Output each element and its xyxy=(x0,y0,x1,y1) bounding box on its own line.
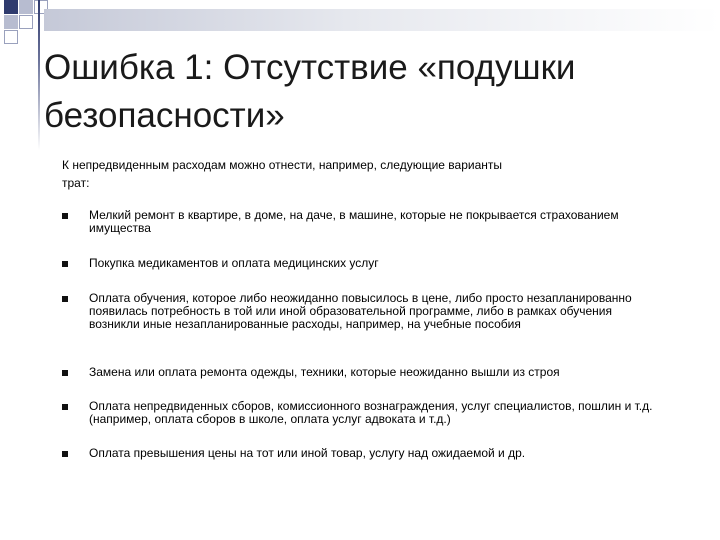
vertical-accent-line xyxy=(38,0,40,150)
slide-title: Ошибка 1: Отсутствие «подушки безопасности» xyxy=(44,48,576,135)
list-item-text: Покупка медикаментов и оплата медицинских услуг xyxy=(89,256,379,270)
list-item-text: Оплата непредвиденных сборов, комиссионного вознаграждения, услуг специалистов, пошлин и т.д. (например, оплата сборов в школе, оплата услуг адвоката и т.д.) xyxy=(89,399,653,426)
square-bullet-icon xyxy=(62,261,68,267)
decor-square xyxy=(4,15,18,29)
square-bullet-icon xyxy=(62,451,68,457)
square-bullet-icon xyxy=(62,213,68,219)
square-bullet-icon xyxy=(62,404,68,410)
list-item-text: Мелкий ремонт в квартире, в доме, на даче, в машине, которые не покрывается страхованием имущества xyxy=(89,208,619,235)
list-item-text: Замена или оплата ремонта одежды, техники, которые неожиданно вышли из строя xyxy=(89,365,560,379)
decor-square xyxy=(4,0,18,14)
decor-square xyxy=(19,0,33,14)
header-gradient-bar xyxy=(44,9,720,31)
decor-square xyxy=(4,30,18,44)
decor-square xyxy=(19,15,33,29)
list-item-text: Оплата превышения цены на тот или иной товар, услугу над ожидаемой и др. xyxy=(89,446,526,460)
square-bullet-icon xyxy=(62,296,68,302)
list-item-text: Оплата обучения, которое либо неожиданно повысилось в цене, либо просто незапланированно появилась потребность в той или иной образовательной программе, либо в рамках обучения возникли иные незапланированные расходы, например, на учебные пособия xyxy=(89,291,632,331)
intro-text: К непредвиденным расходам можно отнести, например, следующие варианты трат: xyxy=(62,158,502,190)
square-bullet-icon xyxy=(62,370,68,376)
